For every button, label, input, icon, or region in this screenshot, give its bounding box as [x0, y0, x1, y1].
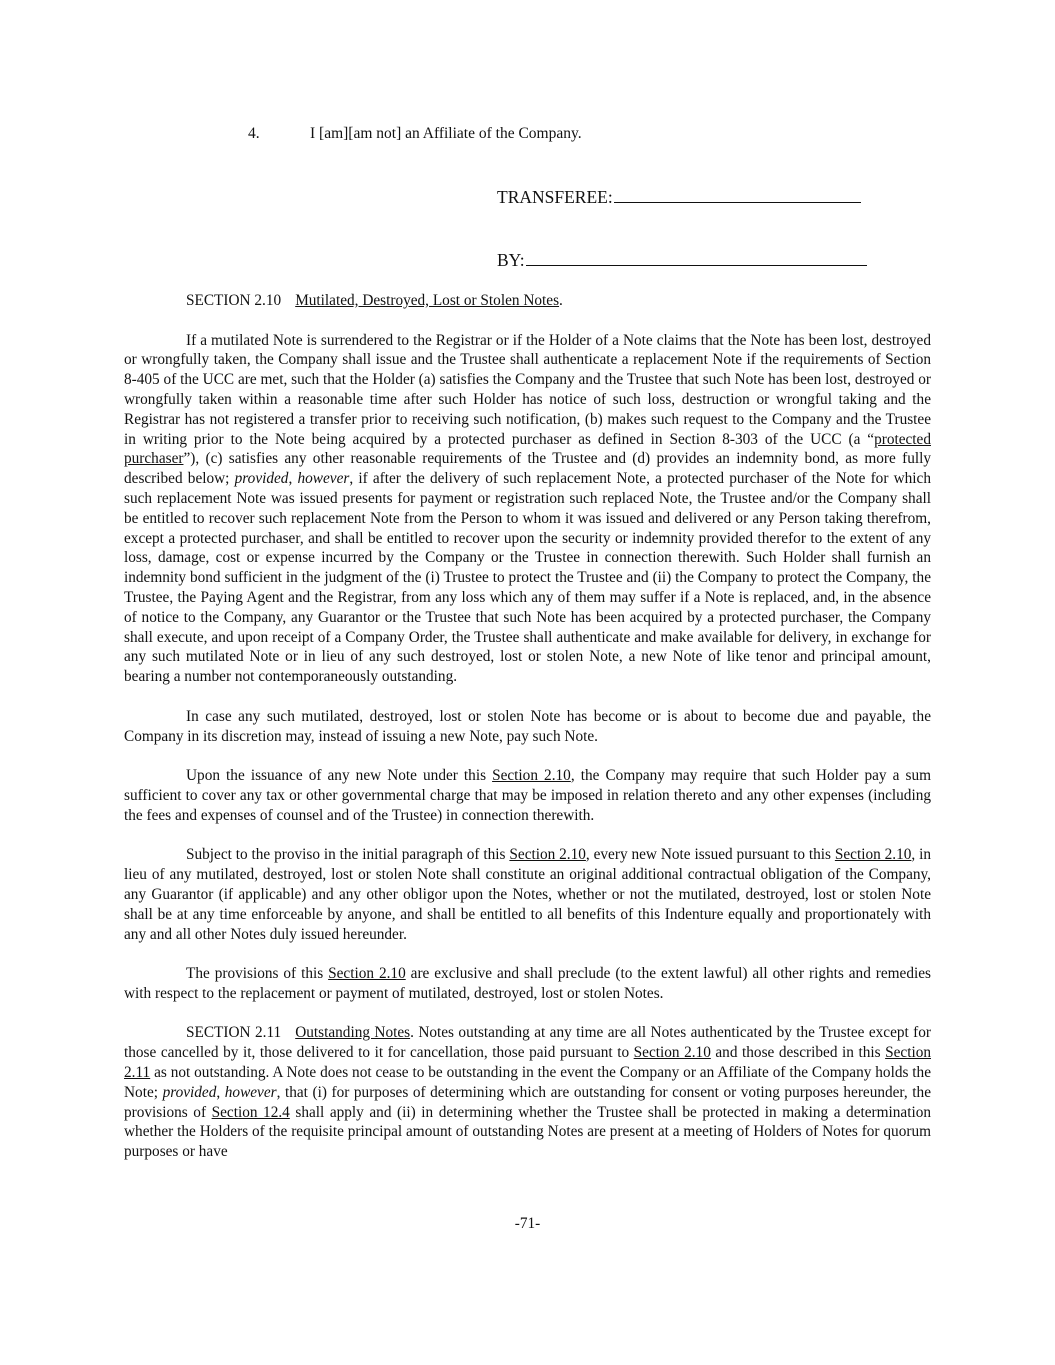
item-number: 4. [248, 125, 260, 142]
section-reference: Section 2.10 [492, 767, 571, 785]
transferee-blank [614, 201, 861, 203]
item-text: I [am][am not] an Affiliate of the Company. [310, 125, 582, 142]
paragraph: The provisions of this Section 2.10 are exclusive and shall preclude (to the extent lawful) all other rights and remedies with respect to the replacement or payment of mutilated, destroyed, lost or stolen Notes. [124, 965, 931, 1002]
section-reference: Section 2.10 [509, 846, 586, 864]
defined-term: protected purchaser [124, 430, 931, 468]
section-reference: Section 2.10 [834, 846, 912, 864]
affiliate-statement [248, 124, 582, 144]
section-title: Mutilated, Destroyed, Lost or Stolen Notes [295, 292, 560, 309]
by-label: BY: [497, 250, 525, 270]
document-body [124, 291, 931, 1182]
paragraph: If a mutilated Note is surrendered to the Registrar or if the Holder of a Note claims that the Note has been lost, destroyed or wrongfully taken, the Company shall issue and the Trustee shall authenticate a replacement Note if the requirements of Section 8-405 of the UCC are met, such that the Holder (a) satisfies the Company and the Trustee that such Note has been lost, destroyed or wrongfully taken within a reasonable time after such Holder has notice of such loss, destruction or wrongful taking and the Registrar has not registered a transfer prior to receiving such notification, (b) makes such request to the Company and the Trustee in writing prior to the Note being acquired by a protected purchaser as defined in Section 8-303 of the UCC (a “protected purchaser”), (c) satisfies any other reasonable requirements of the Trustee and (d) provides an indemnity bond, as more fully described below; provided, however, if after the delivery of such replacement Note, a protected purchaser of the Note for which such replacement Note was issued presents for payment or registration such replaced Note, the Trustee and/or the Company shall be entitled to recover such replacement Note from the Person to whom it was issued and delivered or any Person taking therefrom, except a protected purchaser, and shall be entitled to recover upon the security or indemnity provided therefor to the extent of any loss, damage, cost or expense incurred by the Company or the Trustee in connection therewith. Such Holder shall furnish an indemnity bond sufficient in the judgment of the (i) Trustee to protect the Trustee and (ii) the Company to protect the Company, the Trustee, the Paying Agent and the Registrar, from any loss which any of them may suffer if a Note is replaced, and, in the absence of notice to the Company, any Guarantor or the Trustee that such Note has been acquired by a protected purchaser, the Company shall execute, and upon receipt of a Company Order, the Trustee shall authenticate and make available for delivery, in exchange for any such mutilated Note or in lieu of any such destroyed, lost or stolen Note, a new Note of like tenor and principal amount, bearing a number not contemporaneously outstanding. [124, 331, 931, 686]
transferee-signature-line [497, 186, 861, 208]
paragraph: Upon the issuance of any new Note under this Section 2.10, the Company may require that such Holder pay a sum sufficient to cover any tax or other governmental charge that may be imposed in relation thereto and any other expenses (including the fees and expenses of counsel and of the Trustee) in connection therewith. [124, 767, 931, 824]
section-2-10-heading: SECTION 2.10 Mutilated, Destroyed, Lost or Stolen Notes. [186, 292, 563, 309]
section-reference: Section 2.10 [328, 965, 406, 983]
paragraph: Subject to the proviso in the initial paragraph of this Section 2.10, every new Note issued pursuant to this Section 2.10, in lieu of any mutilated, destroyed, lost or stolen Note shall constitute an original additional contractual obligation of the Company, any Guarantor (if applicable) and any other obligor upon the Notes, whether or not the mutilated, destroyed, lost or stolen Note shall be at any time enforceable by anyone, and shall be entitled to all benefits of this Indenture equally and proportionately with any and all other Notes duly issued hereunder. [124, 846, 932, 943]
section-2-11-paragraph: SECTION 2.11 Outstanding Notes. Notes outstanding at any time are all Notes authenticated by the Trustee except for those cancelled by it, those delivered to it for cancellation, those paid pursuant to Section 2.10 and those described in this Section 2.11 as not outstanding. A Note does not cease to be outstanding in the event the Company or an Affiliate of the Company holds the Note; provided, however, that (i) for purposes of determining which are outstanding for consent or voting purposes hereunder, the provisions of Section 12.4 shall apply and (ii) in determining whether the Trustee shall be protected in making a determination whether the Holders of the requisite principal amount of outstanding Notes are present at a meeting of Holders of Notes for quorum purposes or have [124, 1024, 931, 1161]
by-blank [526, 264, 867, 266]
page-number: -71- [514, 1215, 541, 1232]
section-reference: Section 2.11 [124, 1044, 931, 1082]
paragraph: In case any such mutilated, destroyed, lost or stolen Note has become or is about to become due and payable, the Company in its discretion may, instead of issuing a new Note, pay such Note. [124, 707, 931, 745]
section-reference: Section 12.4 [211, 1103, 290, 1121]
section-title: Outstanding Notes [295, 1024, 411, 1042]
section-number: SECTION 2.10 [186, 292, 282, 309]
section-reference: Section 2.10 [633, 1044, 711, 1062]
section-number: SECTION 2.11 [186, 1024, 282, 1042]
by-signature-line [497, 249, 867, 271]
transferee-label: TRANSFEREE: [497, 187, 613, 207]
